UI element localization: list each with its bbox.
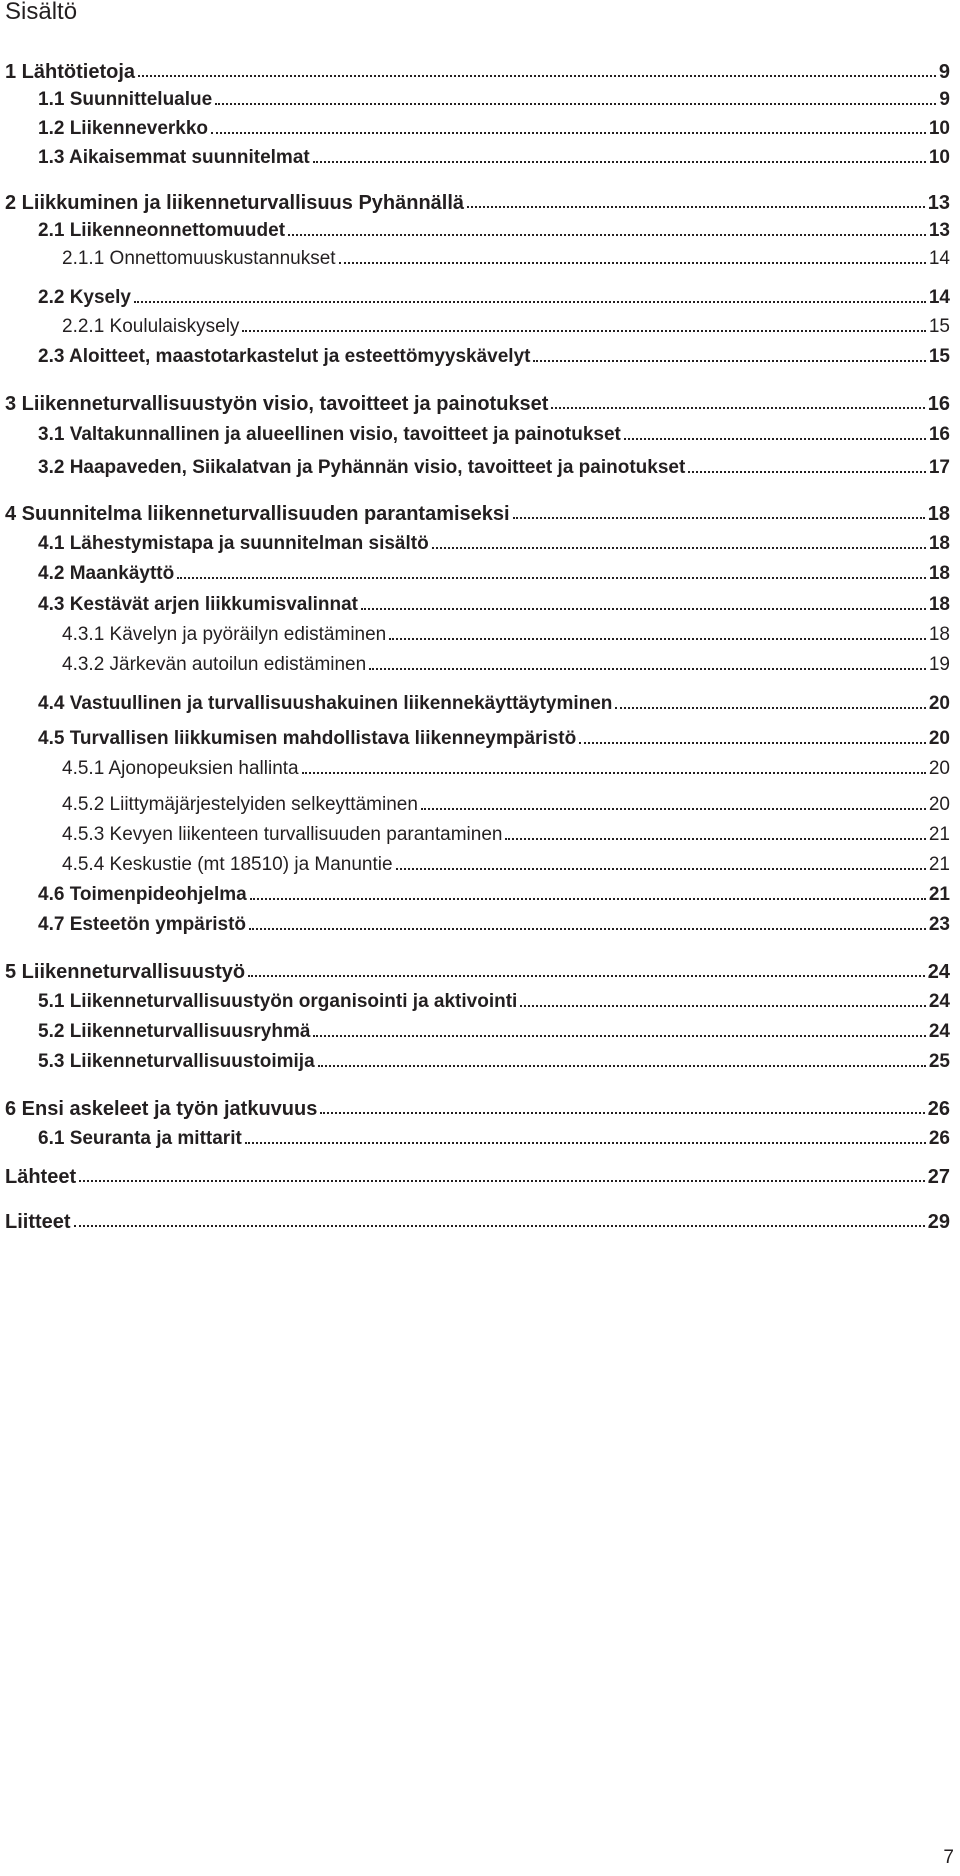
toc-entry[interactable] <box>0 451 960 479</box>
dot-leader <box>242 330 925 332</box>
toc-entry-page: 18 <box>928 533 950 554</box>
toc-entry-page: 18 <box>928 624 950 645</box>
toc-entry-title: 3 Liikenneturvallisuustyön visio, tavoitteet ja painotukset <box>5 393 549 415</box>
toc-entry-title: 3.2 Haapaveden, Siikalatvan ja Pyhännän visio, tavoitteet ja painotukset <box>38 457 686 478</box>
dot-leader <box>248 975 925 977</box>
toc-entry-page: 26 <box>928 1128 950 1149</box>
toc-entry-title: 4.1 Lähestymistapa ja suunnitelman sisältö <box>38 533 429 554</box>
dot-leader <box>249 928 926 930</box>
dot-leader <box>520 1005 926 1007</box>
toc-entry-page: 29 <box>927 1211 950 1233</box>
toc-entry-title: 3.1 Valtakunnallinen ja alueellinen visio, tavoitteet ja painotukset <box>38 424 621 445</box>
toc-entry[interactable] <box>0 722 960 750</box>
dot-leader <box>318 1065 926 1067</box>
toc-entry-title: Liitteet <box>5 1211 71 1233</box>
toc-entry[interactable] <box>0 141 960 169</box>
dot-leader <box>579 742 926 744</box>
toc-entry[interactable] <box>0 55 960 83</box>
dot-leader <box>79 1180 925 1182</box>
dot-leader <box>624 438 926 440</box>
toc-entry[interactable] <box>0 985 960 1013</box>
dot-leader <box>688 471 926 473</box>
toc-entry[interactable] <box>0 618 960 646</box>
toc-entry-title: 4.5 Turvallisen liikkumisen mahdollistava liikenneympäristö <box>38 728 577 749</box>
toc-entry[interactable] <box>0 1092 960 1120</box>
toc-entry[interactable] <box>0 83 960 111</box>
toc-entry-title: 1 Lähtötietoja <box>5 61 136 83</box>
toc-entry[interactable] <box>0 557 960 585</box>
dot-leader <box>513 517 925 519</box>
toc-entry-title: 4.2 Maankäyttö <box>38 563 175 584</box>
dot-leader <box>396 868 926 870</box>
toc-entry[interactable] <box>0 340 960 368</box>
toc-entry[interactable] <box>0 1160 960 1188</box>
toc-entry-title: 4.5.1 Ajonopeuksien hallinta <box>62 758 299 779</box>
dot-leader <box>215 103 936 105</box>
dot-leader <box>369 668 926 670</box>
toc-entry[interactable] <box>0 752 960 780</box>
toc-entry-title: 5.3 Liikenneturvallisuustoimija <box>38 1051 315 1072</box>
toc-entry-title: 2.2.1 Koululaiskysely <box>62 316 240 337</box>
toc-entry-page: 18 <box>928 594 950 615</box>
toc-entry[interactable] <box>0 112 960 140</box>
toc-entry-page: 21 <box>928 854 950 875</box>
toc-entry[interactable] <box>0 1205 960 1233</box>
toc-entry-page: 14 <box>928 287 950 308</box>
toc-entry[interactable] <box>0 418 960 446</box>
toc-entry-page: 27 <box>927 1166 950 1188</box>
toc-entry[interactable] <box>0 1015 960 1043</box>
toc-entry-page: 20 <box>928 758 950 779</box>
toc-entry-page: 24 <box>928 991 950 1012</box>
toc-entry-title: 4.3.2 Järkevän autoilun edistäminen <box>62 654 367 675</box>
dot-leader <box>533 360 925 362</box>
toc-entry[interactable] <box>0 186 960 214</box>
toc-entry-page: 15 <box>928 346 950 367</box>
toc-entry-title: 5.2 Liikenneturvallisuusryhmä <box>38 1021 311 1042</box>
toc-entry[interactable] <box>0 1122 960 1150</box>
dot-leader <box>421 808 926 810</box>
toc-entry-title: 5.1 Liikenneturvallisuustyön organisointi ja aktivointi <box>38 991 518 1012</box>
toc-entry-page: 18 <box>928 563 950 584</box>
toc-entry[interactable] <box>0 648 960 676</box>
toc-entry[interactable] <box>0 281 960 309</box>
toc-entry-page: 20 <box>928 693 950 714</box>
toc-entry[interactable] <box>0 497 960 525</box>
toc-entry-title: Lähteet <box>5 1166 77 1188</box>
toc-entry-page: 17 <box>928 457 950 478</box>
toc-entry[interactable] <box>0 214 960 242</box>
toc-entry-page: 21 <box>928 884 950 905</box>
dot-leader <box>361 608 926 610</box>
dot-leader <box>211 132 926 134</box>
toc-entry[interactable] <box>0 310 960 338</box>
toc-entry[interactable] <box>0 955 960 983</box>
toc-entry[interactable] <box>0 908 960 936</box>
dot-leader <box>467 206 925 208</box>
toc-entry-title: 4.6 Toimenpideohjelma <box>38 884 247 905</box>
toc-entry-title: 4.7 Esteetön ympäristö <box>38 914 247 935</box>
toc-entry-title: 1.2 Liikenneverkko <box>38 118 209 139</box>
dot-leader <box>313 161 926 163</box>
toc-entry[interactable] <box>0 788 960 816</box>
toc-entry-title: 2.1.1 Onnettomuuskustannukset <box>62 248 336 269</box>
toc-entry-page: 21 <box>928 824 950 845</box>
toc-entry-page: 16 <box>928 424 950 445</box>
toc-entry-title: 6 Ensi askeleet ja työn jatkuvuus <box>5 1098 318 1120</box>
dot-leader <box>615 707 925 709</box>
toc-entry-page: 20 <box>928 728 950 749</box>
toc-entry-page: 23 <box>928 914 950 935</box>
dot-leader <box>250 898 926 900</box>
toc-entry-page: 13 <box>928 220 950 241</box>
dot-leader <box>302 772 926 774</box>
toc-entry-title: 2.2 Kysely <box>38 287 131 308</box>
toc-entry-title: 5 Liikenneturvallisuustyö <box>5 961 246 983</box>
dot-leader <box>339 262 926 264</box>
toc-entry-page: 15 <box>928 316 950 337</box>
dot-leader <box>74 1225 925 1227</box>
toc-entry[interactable] <box>0 588 960 616</box>
toc-entry[interactable] <box>0 1045 960 1073</box>
toc-entry-page: 10 <box>928 118 950 139</box>
toc-entry-page: 14 <box>928 248 950 269</box>
toc-entry-page: 18 <box>927 503 950 525</box>
toc-entry-title: 4.3 Kestävät arjen liikkumisvalinnat <box>38 594 358 615</box>
toc-entry-title: 4.5.2 Liittymäjärjestelyiden selkeyttäminen <box>62 794 418 815</box>
dot-leader <box>245 1142 926 1144</box>
page-number: 7 <box>943 1847 954 1868</box>
toc-entry-title: 2.3 Aloitteet, maastotarkastelut ja esteettömyyskävelyt <box>38 346 531 367</box>
dot-leader <box>134 301 926 303</box>
toc-entry[interactable] <box>0 848 960 876</box>
toc-entry-title: 4.5.4 Keskustie (mt 18510) ja Manuntie <box>62 854 393 875</box>
dot-leader <box>551 407 924 409</box>
dot-leader <box>505 838 925 840</box>
dot-leader <box>313 1035 925 1037</box>
toc-entry-page: 9 <box>938 61 950 83</box>
page-title: Sisältö <box>5 0 78 25</box>
toc-entry-title: 2 Liikkuminen ja liikenneturvallisuus Pyhännällä <box>5 192 465 214</box>
toc-entry-page: 19 <box>928 654 950 675</box>
toc-entry[interactable] <box>0 527 960 555</box>
dot-leader <box>432 547 926 549</box>
toc-entry-page: 10 <box>928 147 950 168</box>
toc-entry-page: 24 <box>928 1021 950 1042</box>
dot-leader <box>138 75 936 77</box>
toc-entry-page: 16 <box>927 393 950 415</box>
toc-entry-page: 26 <box>927 1098 950 1120</box>
toc-entry-title: 2.1 Liikenneonnettomuudet <box>38 220 286 241</box>
toc-entry-page: 20 <box>928 794 950 815</box>
toc-entry[interactable] <box>0 818 960 846</box>
toc-entry-title: 4.5.3 Kevyen liikenteen turvallisuuden parantaminen <box>62 824 503 845</box>
toc-entry[interactable] <box>0 878 960 906</box>
toc-entry-title: 1.3 Aikaisemmat suunnitelmat <box>38 147 310 168</box>
toc-entry-title: 4.3.1 Kävelyn ja pyöräilyn edistäminen <box>62 624 387 645</box>
toc-entry[interactable] <box>0 687 960 715</box>
dot-leader <box>389 638 926 640</box>
toc-entry-title: 1.1 Suunnittelualue <box>38 89 213 110</box>
toc-entry[interactable] <box>0 242 960 270</box>
dot-leader <box>320 1112 924 1114</box>
toc-entry-page: 13 <box>927 192 950 214</box>
toc-entry[interactable] <box>0 387 960 415</box>
dot-leader <box>177 577 926 579</box>
toc-entry-title: 4.4 Vastuullinen ja turvallisuushakuinen liikennekäyttäytyminen <box>38 693 613 714</box>
toc-entry-title: 6.1 Seuranta ja mittarit <box>38 1128 242 1149</box>
toc-entry-page: 9 <box>939 89 950 110</box>
dot-leader <box>288 234 926 236</box>
toc-entry-title: 4 Suunnitelma liikenneturvallisuuden parantamiseksi <box>5 503 510 525</box>
toc-entry-page: 24 <box>927 961 950 983</box>
toc-entry-page: 25 <box>928 1051 950 1072</box>
